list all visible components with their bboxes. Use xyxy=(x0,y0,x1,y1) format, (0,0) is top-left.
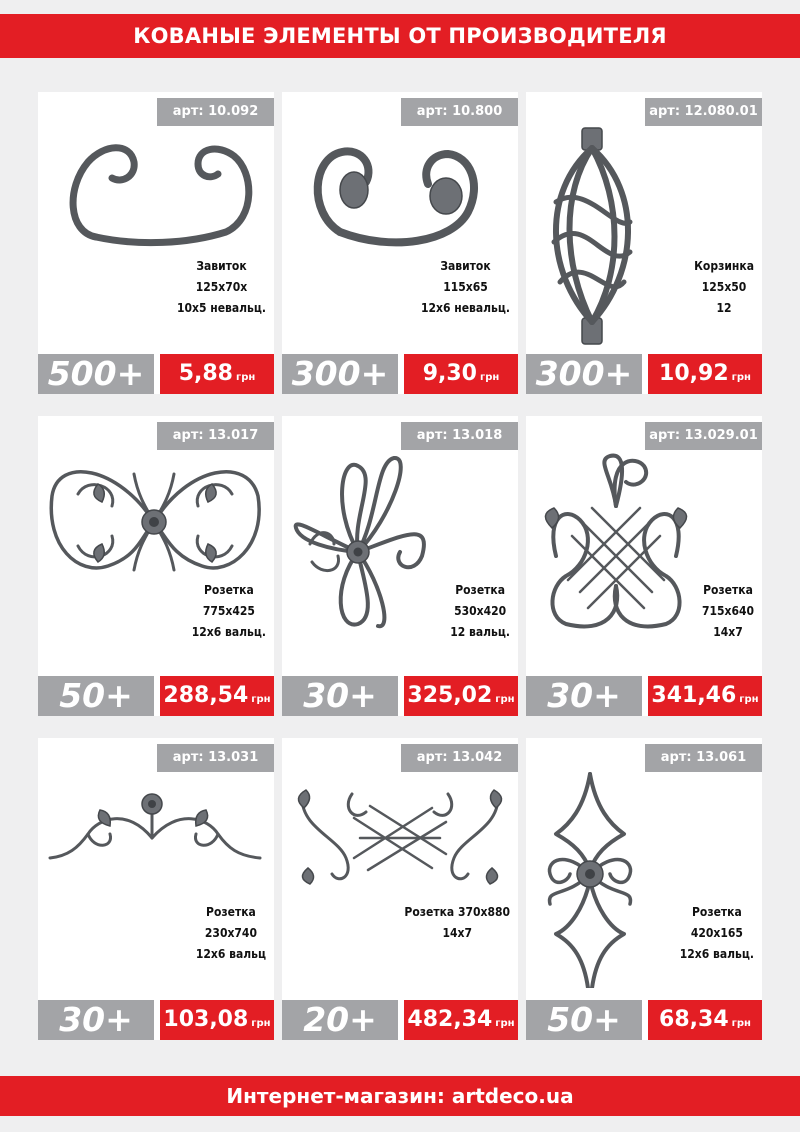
min-quantity: 30+ xyxy=(282,676,398,716)
price-badge: 325,02 грн xyxy=(404,676,518,716)
product-card[interactable] xyxy=(38,92,274,394)
min-quantity: 20+ xyxy=(282,1000,398,1040)
article-tag: арт: 13.042 xyxy=(401,744,518,772)
article-tag: арт: 13.029.01 xyxy=(645,422,762,450)
price-badge: 5,88 грн xyxy=(160,354,274,394)
product-card[interactable] xyxy=(526,92,762,394)
price-badge: 341,46 грн xyxy=(648,676,762,716)
article-tag: арт: 10.092 xyxy=(157,98,274,126)
price-badge: 10,92 грн xyxy=(648,354,762,394)
product-card[interactable] xyxy=(38,738,274,1040)
product-card[interactable] xyxy=(282,738,518,1040)
min-quantity: 50+ xyxy=(38,676,154,716)
product-description: Розетка 370х880 14х7 xyxy=(404,905,510,940)
article-tag: арт: 10.800 xyxy=(401,98,518,126)
article-tag: арт: 13.018 xyxy=(401,422,518,450)
article-tag: арт: 13.017 xyxy=(157,422,274,450)
product-card[interactable] xyxy=(526,416,762,716)
lattice-panel-icon xyxy=(282,738,518,988)
page-title: КОВАНЫЕ ЭЛЕМЕНТЫ ОТ ПРОИЗВОДИТЕЛЯ xyxy=(0,14,800,58)
price-badge: 288,54 грн xyxy=(160,676,274,716)
article-tag: арт: 13.031 xyxy=(157,744,274,772)
price-badge: 9,30 грн xyxy=(404,354,518,394)
product-description: Завиток 125х70х 10х5 невальц. xyxy=(177,259,266,315)
product-description: Розетка 775х425 12х6 вальц. xyxy=(191,583,266,639)
product-card[interactable] xyxy=(282,416,518,716)
price-badge: 68,34 грн xyxy=(648,1000,762,1040)
min-quantity: 500+ xyxy=(38,354,154,394)
product-description: Завиток 115х65 12х6 невальц. xyxy=(421,259,510,315)
article-tag: арт: 12.080.01 xyxy=(645,98,762,126)
product-card[interactable] xyxy=(526,738,762,1040)
min-quantity: 30+ xyxy=(526,676,642,716)
min-quantity: 300+ xyxy=(526,354,642,394)
article-tag: арт: 13.061 xyxy=(645,744,762,772)
product-description: Розетка 420х165 12х6 вальц. xyxy=(679,905,754,961)
min-quantity: 300+ xyxy=(282,354,398,394)
product-description: Розетка 530х420 12 вальц. xyxy=(450,583,510,639)
shop-link[interactable]: Интернет-магазин: artdeco.ua xyxy=(0,1076,800,1116)
min-quantity: 50+ xyxy=(526,1000,642,1040)
price-badge: 103,08 грн xyxy=(160,1000,274,1040)
product-description: Розетка 230х740 12х6 вальц xyxy=(195,905,266,961)
product-card[interactable] xyxy=(38,416,274,716)
product-description: Корзинка 125х50 12 xyxy=(694,259,754,315)
price-badge: 482,34 грн xyxy=(404,1000,518,1040)
product-description: Розетка 715х640 14х7 xyxy=(701,583,754,639)
product-card[interactable] xyxy=(282,92,518,394)
min-quantity: 30+ xyxy=(38,1000,154,1040)
